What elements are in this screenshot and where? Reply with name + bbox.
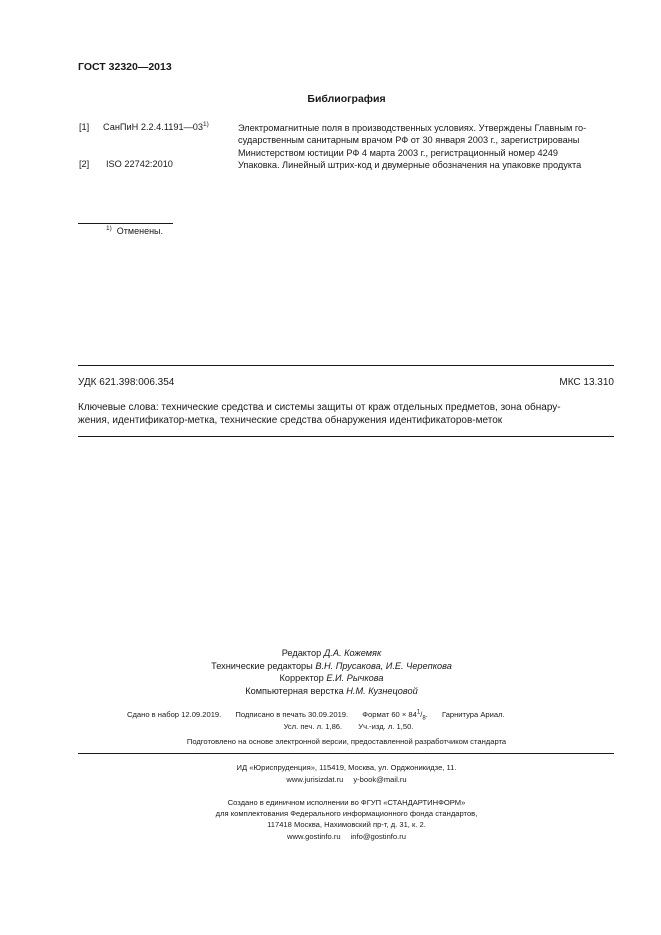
printing-block [0,797,661,842]
bibliography-title: Библиография [307,93,386,105]
footnote-marker: 1) [106,225,112,232]
printing-contacts [32,831,661,842]
publisher-address: ИД «Юриспруденция», 115419, Москва, ул. Орджоникидзе, 11. [236,763,457,772]
bib-entry-number: [2] [79,159,90,169]
pub-sheets: Уч.-изд. л. 1,50. [358,722,414,731]
divider-publisher [78,753,614,754]
bib-ref-text: СанПиН 2.2.4.1191—03 [103,122,203,132]
credit-layout: Компьютерная верстка Н.М. Кузнецовой [245,685,418,696]
bib-entry-description [238,122,614,159]
publisher-email-link[interactable]: y-book@mail.ru [353,775,407,785]
footnote-text: Отменены. [116,226,164,236]
gost-code: ГОСТ 32320—2013 [78,61,172,73]
gostinfo-email-link[interactable]: info@gostinfo.ru [350,831,407,841]
credits [0,647,661,697]
bib-entry-ref [103,122,209,132]
bib-entry-number: [1] [79,122,90,132]
divider-bottom [78,436,614,437]
publication-info [127,709,567,721]
credit-corrector: Корректор Е.И. Рычкова [279,673,384,684]
bib-line: Упаковка. Линейный штрих-код и двумерные обозначения на упаковке продукта [238,160,582,170]
paper-format: Формат $60 \times 84^1/_8$. [362,709,428,722]
gostinfo-site-link[interactable]: www.gostinfo.ru [286,831,341,841]
bib-entry-description [238,159,628,171]
keywords-line: жения, идентификатор-метка, технические средства обнаружения идентификаторов-меток [78,415,503,427]
keywords-line: Ключевые слова: технические средства и системы защиты от краж отдельных предметов, зона обнару- [78,402,561,413]
credit-editor: Редактор Д.А. Кожемяк [281,648,382,658]
signed-date: Подписано в печать 30.09.2019. [235,709,349,719]
print-sheets: Усл. печ. л. 1,86. [283,722,343,731]
publisher-site-link[interactable]: www.jurisizdat.ru [286,775,344,785]
footnote-divider [78,223,173,224]
bib-entry-ref: ISO 22742:2010 [106,159,173,169]
printing-line: Создано в единичном исполнении во ФГУП «СТАНДАРТИНФОРМ» [227,798,466,807]
publisher-contacts [32,774,661,786]
divider-top [78,365,614,366]
bib-line: Электромагнитные поля в производственных условиях. Утверждены Главным го- [238,123,587,133]
typeface: Гарнитура Ариал. [441,709,505,719]
bib-line: сударственным санитарным врачом РФ от 30 января 2003 г., зарегистрированы [238,135,580,146]
publisher-block [0,762,661,786]
credit-tech-editors: Технические редакторы В.Н. Прусакова, И.Е. Черепкова [211,660,452,671]
sheet-info [0,722,661,731]
submitted-date: Сдано в набор 12.09.2019. [127,709,222,719]
footnote-ref: 1) [203,121,209,128]
prepared-note: Подготовлено на основе электронной версии, предоставленной разработчиком стандарта [186,737,507,746]
udc-code: УДК 621.398:006.354 [78,377,175,388]
keywords [78,401,614,427]
mks-code: МКС 13.310 [559,377,614,388]
footnote [106,226,163,236]
printing-address: 117418 Москва, Нахимовский пр-т, д. 31, к. 2. [267,820,426,830]
bib-line: Министерством юстиции РФ 4 марта 2003 г., регистрационный номер 4249 [238,147,558,158]
printing-line: для комплектования Федерального информационного фонда стандартов, [215,809,478,819]
